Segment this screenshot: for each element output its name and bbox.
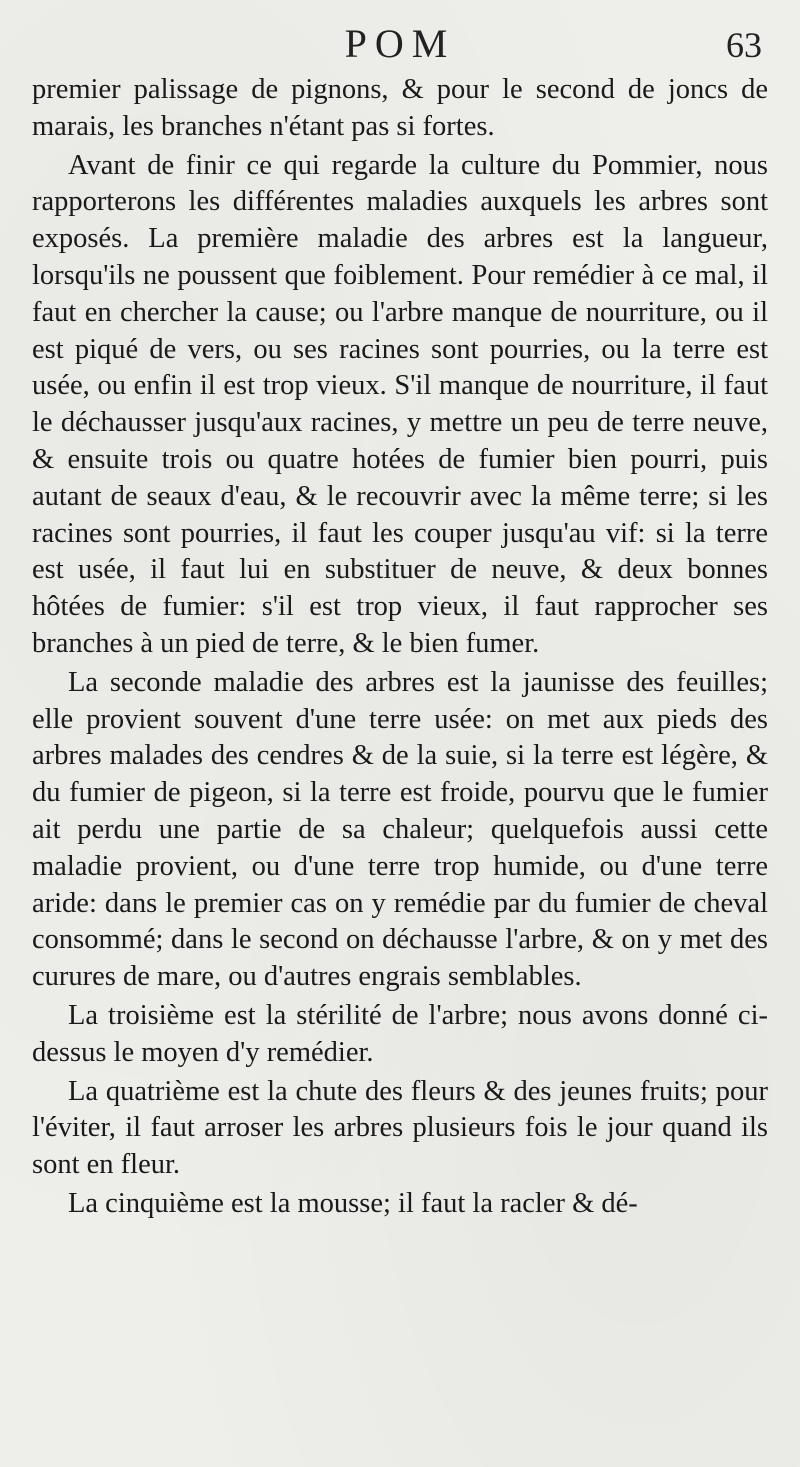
page-number: 63 (726, 25, 762, 65)
paragraph-langueur: Avant de finir ce qui regarde la culture du Pommier, nous rapporterons les différentes maladies auxquels les arbres sont exposés. La première maladie des arbres est la langueur, lorsqu'ils ne poussent que foiblement. Pour remédier à ce mal, il faut en chercher la cause; ou l'arbre manque de nourriture, ou il est piqué de vers, ou ses racines sont pourries, ou la terre est usée, ou enfin il est trop vieux. S'il manque de nourriture, il faut le déchausser jusqu'aux racines, y mettre un peu de terre neuve, & ensuite trois ou quatre hotées de fumier bien pourri, puis autant de seaux d'eau, & le recouvrir avec la même terre; si les racines sont pourries, il faut les couper jusqu'au vif: si la terre est usée, il faut lui en substituer de neuve, & deux bonnes hôtées de fumier: s'il est trop vieux, il faut rapprocher ses branches à un pied de terre, & le bien fumer. (32, 149, 768, 659)
running-head: POM (344, 21, 456, 66)
page-header (0, 20, 800, 70)
paragraph-chute-fleurs: La quatrième est la chute des fleurs & des jeunes fruits; pour l'éviter, il faut arroser les arbres plusieurs fois le jour quand ils sont en fleur. (32, 1075, 768, 1181)
paragraph-continuation: premier palissage de pignons, & pour le second de joncs de marais, les branches n'étant pas si fortes. (32, 74, 768, 142)
paragraph-sterilite: La troisième est la stérilité de l'arbre; nous avons donné ci-dessus le moyen d'y remédier. (32, 999, 768, 1068)
paragraph-mousse: La cinquième est la mousse; il faut la racler & dé- (68, 1187, 638, 1219)
page-body (32, 72, 768, 1223)
paragraph-jaunisse: La seconde maladie des arbres est la jaunisse des feuilles; elle provient souvent d'une terre usée: on met aux pieds des arbres malades des cendres & de la suie, si la terre est légère, & du fumier de pigeon, si la terre est froide, pourvu que le fumier ait perdu une partie de sa chaleur; quelquefois aussi cette maladie provient, ou d'une terre trop humide, ou d'une terre aride: dans le premier cas on y remédie par du fumier de cheval consommé; dans le second on déchausse l'arbre, & on y met des curures de mare, ou d'autres engrais semblables. (32, 666, 768, 993)
